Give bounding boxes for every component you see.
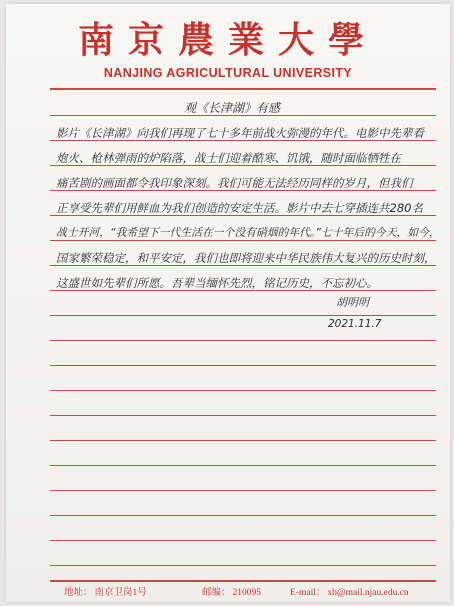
email-value: xb@mail.njau.edu.cn [327, 588, 409, 598]
essay-line: 战士开河，“我希望下一代生活在一个没有硝烟的年代。”七十年后的今天，如今， [56, 226, 440, 239]
address-value: 南京卫岗1号 [94, 588, 147, 598]
header-rule [50, 88, 436, 90]
university-name-en: NANJING AGRICULTURAL UNIVERSITY [103, 66, 353, 80]
ruled-line [50, 540, 436, 541]
ruled-line [50, 515, 436, 516]
postcode-label: 邮编： [202, 588, 231, 598]
ruled-line [50, 490, 436, 491]
essay-title: 观《长津湖》有感 [184, 101, 281, 115]
postcode-value: 210095 [232, 588, 262, 598]
essay-line: 正享受先辈们用鲜血为我们创造的安定生活。影片中去七穿插连共280名 [56, 201, 423, 215]
ruled-line [50, 315, 436, 316]
footer-rule [50, 580, 436, 582]
footer-email [290, 584, 409, 598]
ruled-line [50, 340, 436, 341]
essay-line: 国家繁荣稳定，和平安定，我们也即将迎来中华民族伟大复兴的历史时刻， [56, 251, 436, 265]
signature: 胡明明 [336, 296, 369, 309]
essay-line: 这盛世如先辈们所愿。吾辈当缅怀先烈，铭记历史，不忘初心。 [56, 276, 378, 290]
date: 2021.11.7 [328, 318, 382, 330]
address-label: 地址： [64, 588, 93, 598]
letter-paper [6, 4, 450, 602]
ruled-line [50, 440, 436, 441]
essay-line: 影片《长津湖》向我们再现了七十多年前战火弥漫的年代。电影中先辈看 [56, 126, 424, 140]
essay-line: 痛苦剧的画面都令我印象深刻。我们可能无法经历同样的岁月，但我们 [56, 176, 413, 190]
footer-postcode [202, 584, 261, 598]
ruled-line [50, 240, 436, 241]
ruled-line [50, 365, 436, 366]
footer-address [64, 584, 147, 598]
ruled-line [50, 565, 436, 566]
essay-line: 炮火、枪林弹雨的炉陷落，战士们迎着酷寒、饥饿，随时面临牺牲在 [56, 151, 401, 165]
ruled-line [50, 465, 436, 466]
university-name-cn: 南京農業大學 [77, 19, 378, 61]
ruled-line [50, 390, 436, 391]
email-label: E-mail： [290, 588, 326, 598]
ruled-line [50, 415, 436, 416]
